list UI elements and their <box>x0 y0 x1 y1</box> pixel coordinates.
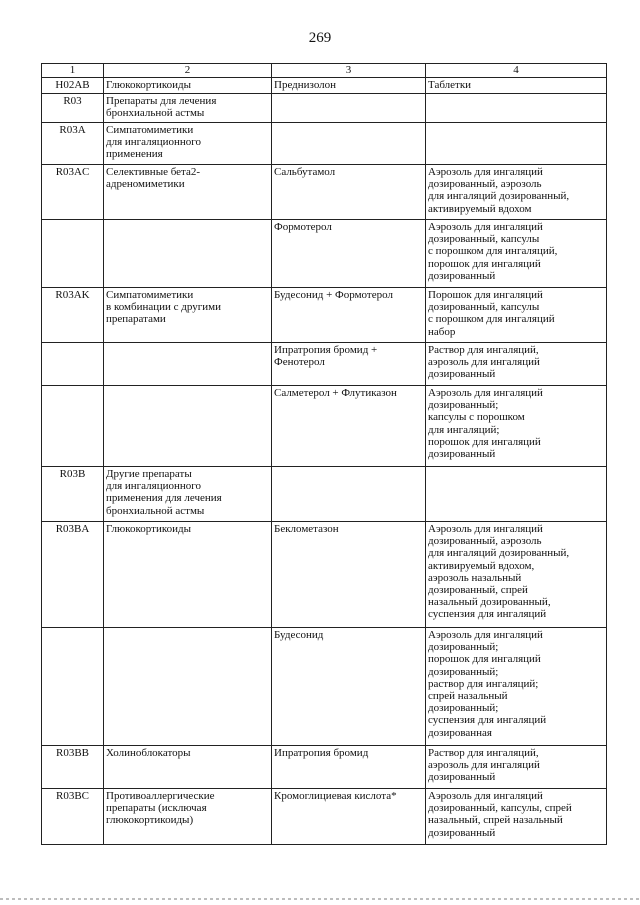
group-name-cell <box>104 628 272 746</box>
cell-line: бронхиальной астмы <box>106 504 205 517</box>
drug-name-cell <box>272 343 426 386</box>
cell-line: дозированный, капсулы, спрей <box>428 802 572 815</box>
group-name-cell <box>104 467 272 522</box>
atc-code-cell: R03B <box>42 467 104 522</box>
cell-line: препараты (исключая <box>106 802 207 815</box>
cell-line: порошок для ингаляций <box>428 257 541 270</box>
dosage-form-cell <box>426 628 607 746</box>
cell-line: аэрозоль для ингаляций <box>428 759 540 772</box>
drug-name-cell <box>272 123 426 165</box>
cell-line: Селективные бета2- <box>106 166 201 178</box>
cell-line: дозированный <box>428 771 496 784</box>
group-name-cell <box>104 746 272 789</box>
dosage-form-cell <box>426 94 607 123</box>
table-row <box>42 165 607 220</box>
cell-line: Симпатомиметики <box>106 289 194 301</box>
cell-line: дозированный, аэрозоль <box>428 535 542 548</box>
cell-line: дозированный <box>428 368 496 381</box>
drug-name-cell <box>272 386 426 467</box>
cell-line: аэрозоль назальный <box>428 571 522 584</box>
table-row <box>42 628 607 746</box>
drug-name-cell <box>272 94 426 123</box>
cell-line: дозированный; <box>428 399 499 412</box>
cell-line: Беклометазон <box>274 523 339 535</box>
column-header-form: 4 <box>426 64 607 78</box>
cell-line: Будесонид + Формотерол <box>274 289 393 301</box>
cell-line: Аэрозоль для ингаляций <box>428 790 543 802</box>
group-name-cell <box>104 94 272 123</box>
table-row <box>42 746 607 789</box>
cell-line: Ипратропия бромид + <box>274 344 378 356</box>
dosage-form-cell <box>426 522 607 628</box>
group-name-cell <box>104 522 272 628</box>
cell-line: для ингаляционного <box>106 136 201 149</box>
cell-line: Холиноблокаторы <box>106 747 191 759</box>
cell-line: для ингаляций дозированный, <box>428 547 570 560</box>
page-number: 269 <box>308 30 332 46</box>
cell-line: Аэрозоль для ингаляций <box>428 166 543 178</box>
dosage-form-cell <box>426 78 607 94</box>
cell-line: активируемый вдохом, <box>428 559 535 572</box>
atc-code-cell <box>42 220 104 288</box>
dosage-form-cell <box>426 288 607 343</box>
drug-name-cell <box>272 220 426 288</box>
drug-name-cell <box>272 789 426 845</box>
cell-line: раствор для ингаляций; <box>428 677 539 690</box>
drug-name-cell <box>272 165 426 220</box>
cell-line: для ингаляций; <box>428 423 500 436</box>
atc-code-cell: H02AB <box>42 78 104 94</box>
cell-line: активируемый вдохом <box>428 202 532 215</box>
cell-line: Препараты для лечения <box>106 95 217 107</box>
atc-code-cell <box>42 628 104 746</box>
dosage-form-cell <box>426 386 607 467</box>
atc-code-cell: R03 <box>42 94 104 123</box>
dosage-form-cell <box>426 220 607 288</box>
table-row <box>42 123 607 165</box>
cell-line: дозированный; <box>428 641 499 654</box>
group-name-cell <box>104 789 272 845</box>
dosage-form-cell <box>426 165 607 220</box>
cell-line: суспензия для ингаляций <box>428 608 547 621</box>
cell-line: Порошок для ингаляций <box>428 289 543 301</box>
table-row <box>42 78 607 94</box>
drug-name-cell <box>272 78 426 94</box>
dosage-form-cell <box>426 467 607 522</box>
table-row <box>42 288 607 343</box>
cell-line: Кромоглициевая кислота* <box>274 790 397 802</box>
drug-name-cell <box>272 467 426 522</box>
drug-name-cell <box>272 288 426 343</box>
dosage-form-cell <box>426 123 607 165</box>
cell-line: Аэрозоль для ингаляций <box>428 629 543 641</box>
dosage-form-cell <box>426 789 607 845</box>
cell-line: Симпатомиметики <box>106 124 194 136</box>
cell-line: глюкокортикоиды) <box>106 814 194 827</box>
cell-line: дозированный; <box>428 665 499 678</box>
cell-line: с порошком для ингаляций <box>428 313 555 326</box>
atc-code-cell: R03A <box>42 123 104 165</box>
cell-line: с порошком для ингаляций, <box>428 245 558 258</box>
group-name-cell <box>104 220 272 288</box>
drug-name-cell <box>272 628 426 746</box>
drug-name-cell <box>272 522 426 628</box>
drug-name-cell <box>272 746 426 789</box>
table-row <box>42 220 607 288</box>
cell-line: Салметерол + Флутиказон <box>274 387 397 399</box>
atc-code-cell: R03BA <box>42 522 104 628</box>
atc-code-cell: R03AC <box>42 165 104 220</box>
drug-classification-table <box>41 63 607 845</box>
dosage-form-cell <box>426 746 607 789</box>
cell-line: назальный, спрей назальный <box>428 814 563 827</box>
table-row <box>42 467 607 522</box>
table-row <box>42 94 607 123</box>
cell-line: порошок для ингаляций <box>428 435 541 448</box>
group-name-cell <box>104 343 272 386</box>
cell-line: спрей назальный <box>428 690 508 703</box>
group-name-cell <box>104 123 272 165</box>
cell-line: в комбинации с другими <box>106 301 221 314</box>
atc-code-cell: R03BC <box>42 789 104 845</box>
cell-line: Аэрозоль для ингаляций <box>428 387 543 399</box>
table-row <box>42 343 607 386</box>
scan-edge-divider <box>0 898 640 900</box>
cell-line: суспензия для ингаляций <box>428 714 547 727</box>
cell-line: Ипратропия бромид <box>274 747 369 759</box>
cell-line: порошок для ингаляций <box>428 653 541 666</box>
table-row <box>42 386 607 467</box>
column-header-code: 1 <box>42 64 104 78</box>
dosage-form-cell <box>426 343 607 386</box>
cell-line: Противоаллергические <box>106 790 215 802</box>
group-name-cell <box>104 78 272 94</box>
cell-line: препаратами <box>106 313 166 326</box>
column-header-drug: 3 <box>272 64 426 78</box>
cell-line: дозированный <box>428 448 496 461</box>
cell-line: Глюкокортикоиды <box>106 523 192 535</box>
cell-line: Сальбутамол <box>274 166 336 178</box>
cell-line: дозированный, капсулы <box>428 233 540 246</box>
cell-line: назальный дозированный, <box>428 596 551 609</box>
atc-code-cell <box>42 343 104 386</box>
cell-line: бронхиальной астмы <box>106 107 205 120</box>
cell-line: применения для лечения <box>106 492 222 505</box>
cell-line: дозированный <box>428 826 496 839</box>
cell-line: дозированный, капсулы <box>428 301 540 314</box>
cell-line: Аэрозоль для ингаляций <box>428 523 543 535</box>
table-body <box>42 78 607 845</box>
cell-line: Раствор для ингаляций, <box>428 747 539 759</box>
cell-line: Будесонид <box>274 629 324 641</box>
cell-line: дозированный, аэрозоль <box>428 178 542 191</box>
cell-line: Таблетки <box>428 79 472 91</box>
table-row <box>42 789 607 845</box>
cell-line: Аэрозоль для ингаляций <box>428 221 543 233</box>
cell-line: Другие препараты <box>106 468 192 480</box>
cell-line: применения <box>106 148 163 161</box>
cell-line: Раствор для ингаляций, <box>428 344 539 356</box>
cell-line: дозированный; <box>428 702 499 715</box>
atc-code-cell <box>42 386 104 467</box>
cell-line: для ингаляционного <box>106 480 201 493</box>
cell-line: Преднизолон <box>274 79 337 91</box>
cell-line: капсулы с порошком <box>428 411 525 424</box>
cell-line: адреномиметики <box>106 178 185 191</box>
atc-code-cell: R03BB <box>42 746 104 789</box>
cell-line: для ингаляций дозированный, <box>428 190 570 203</box>
cell-line: дозированная <box>428 726 492 739</box>
group-name-cell <box>104 288 272 343</box>
atc-code-cell: R03AK <box>42 288 104 343</box>
cell-line: Фенотерол <box>274 356 325 369</box>
cell-line: дозированный, спрей <box>428 584 528 597</box>
table-row <box>42 522 607 628</box>
column-header-group: 2 <box>104 64 272 78</box>
cell-line: Глюкокортикоиды <box>106 79 192 91</box>
cell-line: набор <box>428 325 456 338</box>
group-name-cell <box>104 386 272 467</box>
group-name-cell <box>104 165 272 220</box>
header-row <box>42 64 607 78</box>
cell-line: аэрозоль для ингаляций <box>428 356 540 369</box>
cell-line: дозированный <box>428 269 496 282</box>
cell-line: Формотерол <box>274 221 332 233</box>
